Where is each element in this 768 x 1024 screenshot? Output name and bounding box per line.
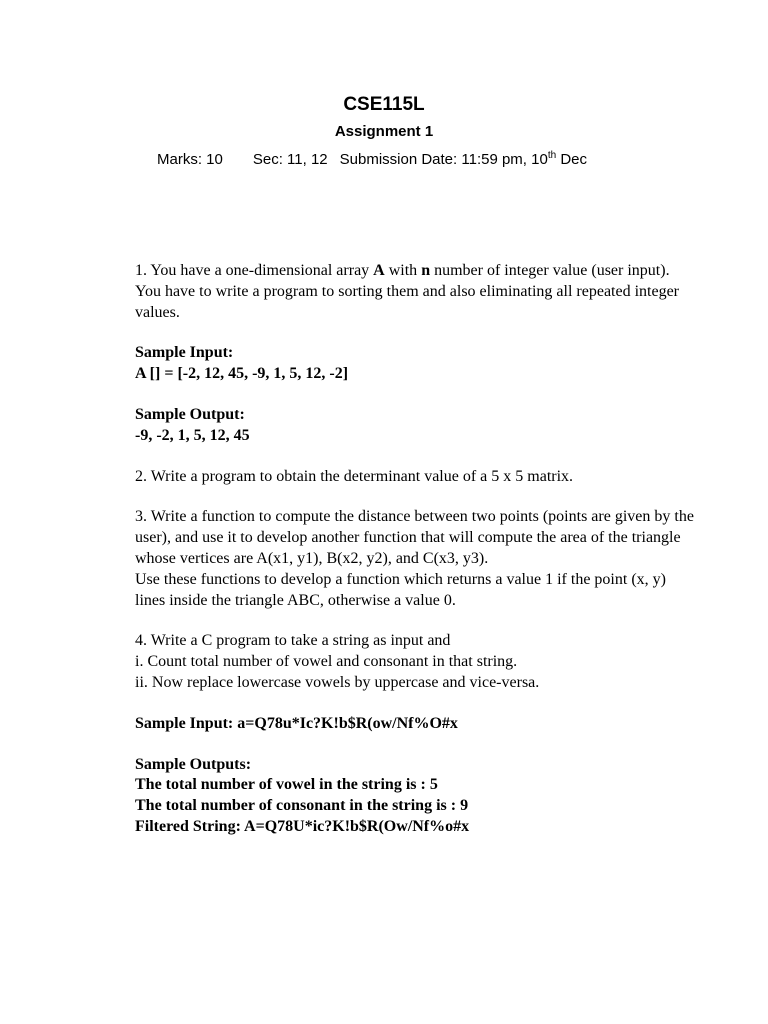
assignment-body xyxy=(135,261,695,838)
submission-sup: th xyxy=(547,150,557,161)
sec-value: 11, 12 xyxy=(287,151,328,168)
question-2: 2. Write a program to obtain the determinant value of a 5 x 5 matrix. xyxy=(135,467,574,485)
q4-sample-input: Sample Input: a=Q78u*Ic?K!b$R(ow/Nf%O#x xyxy=(135,714,458,732)
q1-sample-output-value: -9, -2, 1, 5, 12, 45 xyxy=(135,426,250,444)
q1-sample-input-label: Sample Input: xyxy=(135,344,234,362)
assignment-title: Assignment 1 xyxy=(334,123,434,140)
question-1: 1. You have a one-dimensional array A with n number of integer value (user input). You have to write a program to sorting them and also eliminating all repeated integer values. xyxy=(135,262,680,321)
array-name: A xyxy=(373,262,385,279)
question-3-part-2: Use these functions to develop a function which returns a value 1 if the point (x, y) lines inside the triangle ABC, otherwise a value 0. xyxy=(135,570,666,609)
q4-sample-outputs-label: Sample Outputs: xyxy=(135,755,252,773)
array-size-var: n xyxy=(421,262,431,279)
question-3: 3. Write a function to compute the distance between two points (points are given by the user), and use it to develop another function that will compute the area of the triangle whose vertices are A(x1, y1), B(x2, y2), and C(x3, y3). xyxy=(135,508,694,567)
q4-output-consonant: The total number of consonant in the string is : 9 xyxy=(135,797,469,815)
submission-month: Dec xyxy=(560,151,588,168)
assignment-meta xyxy=(157,150,587,168)
q1-sample-output-label: Sample Output: xyxy=(135,405,245,423)
submission-time: 11:59 pm, 10 xyxy=(461,151,548,168)
marks-label: Marks: xyxy=(157,151,202,168)
question-4-item-i: i. Count total number of vowel and consonant in that string. xyxy=(135,653,518,671)
question-4-item-ii: ii. Now replace lowercase vowels by uppercase and vice-versa. xyxy=(135,673,540,691)
q4-output-vowel: The total number of vowel in the string is : 5 xyxy=(135,776,438,794)
marks-value: 10 xyxy=(206,151,223,168)
question-4-intro: 4. Write a C program to take a string as input and xyxy=(135,632,451,650)
q4-output-filtered: Filtered String: A=Q78U*ic?K!b$R(Ow/Nf%o#x xyxy=(135,817,470,835)
sec-label: Sec: xyxy=(252,151,283,168)
submission-label: Submission Date: xyxy=(339,151,458,168)
q1-sample-input-value: A [] = [-2, 12, 45, -9, 1, 5, 12, -2] xyxy=(135,365,349,383)
course-title: CSE115L xyxy=(343,94,425,115)
